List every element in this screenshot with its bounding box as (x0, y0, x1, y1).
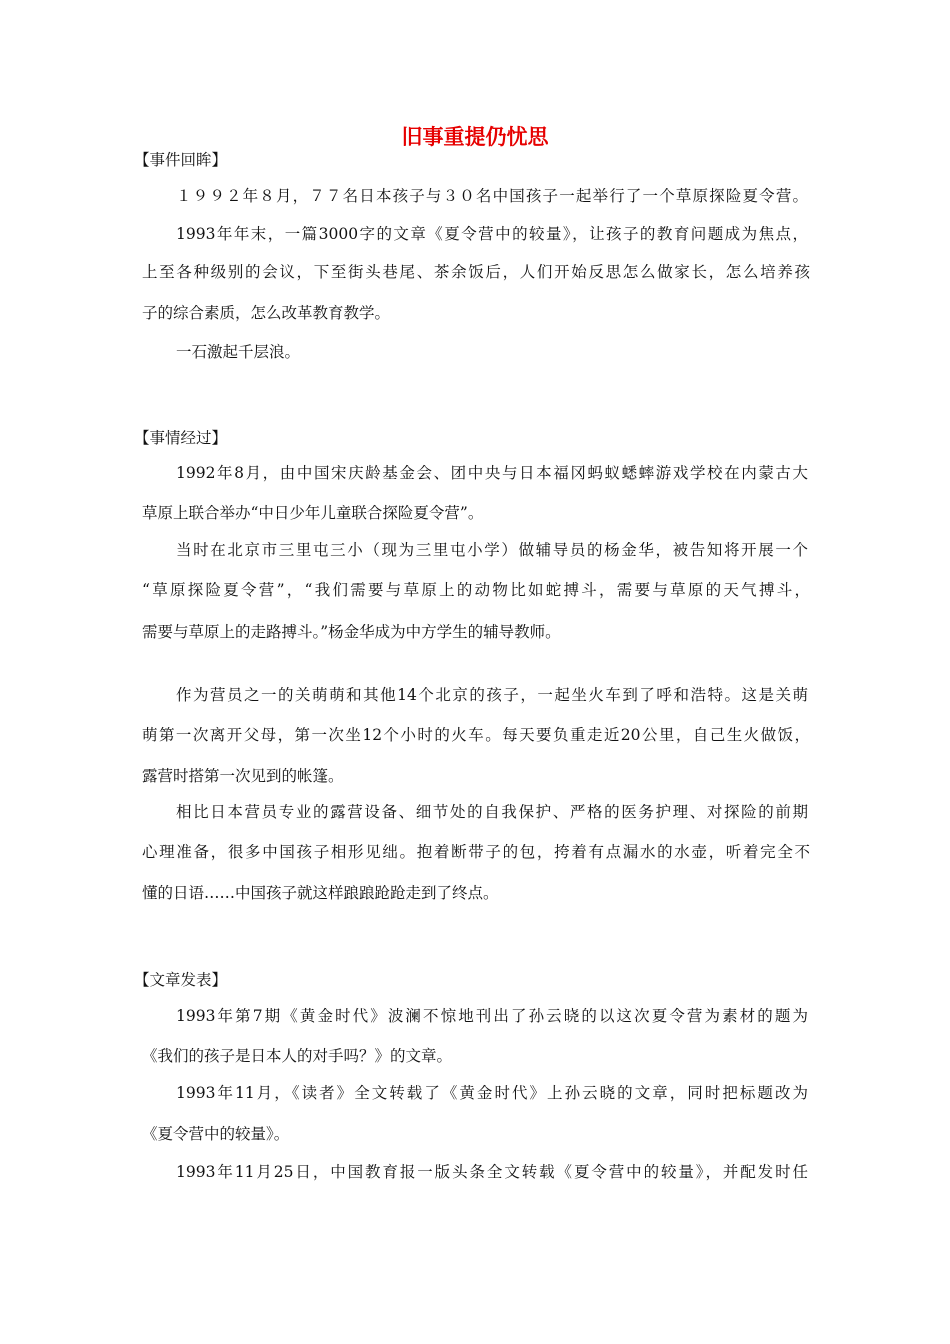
paragraph-line: 《我们的孩子是日本人的对手吗？》的文章。 (142, 1047, 453, 1065)
paragraph-line: 《夏令营中的较量》。 (142, 1125, 290, 1143)
paragraph-line: 露营时搭第一次见到的帐篷。 (142, 767, 344, 785)
paragraph-line: 萌第一次离开父母，第一次坐12个小时的火车。每天要负重走近20公里，自己生火做饭， (142, 726, 810, 744)
paragraph-line: 1993年年末，一篇3000字的文章《夏令营中的较量》，让孩子的教育问题成为焦点， (176, 225, 808, 243)
paragraph-line: 需要与草原上的走路搏斗。”杨金华成为中方学生的辅导教师。 (142, 623, 561, 641)
paragraph-line: 当时在北京市三里屯三小（现为三里屯小学）做辅导员的杨金华，被告知将开展一个 (176, 541, 808, 559)
paragraph-line: 1993年11月，《读者》全文转载了《黄金时代》上孙云晓的文章，同时把标题改为 (176, 1084, 808, 1102)
document-title: 旧事重提仍忧思 (401, 124, 549, 149)
paragraph-line: 草原上联合举办“中日少年儿童联合探险夏令营”。 (142, 504, 484, 522)
paragraph-line: “草原探险夏令营”，“我们需要与草原上的动物比如蛇搏斗，需要与草原的天气搏斗， (142, 581, 810, 599)
section-heading: 【事件回眸】 (134, 151, 228, 169)
paragraph-line: 心理准备，很多中国孩子相形见绌。抱着断带子的包，挎着有点漏水的水壶，听着完全不 (142, 843, 810, 861)
paragraph-line: 1992年8月，由中国宋庆龄基金会、团中央与日本福冈蚂蚁蟋蟀游戏学校在内蒙古大 (176, 464, 808, 482)
section-heading: 【文章发表】 (134, 971, 228, 989)
paragraph-line: 懂的日语……中国孩子就这样踉踉跄跄走到了终点。 (142, 884, 499, 902)
section-heading: 【事情经过】 (134, 429, 228, 447)
paragraph-line: 作为营员之一的关萌萌和其他14个北京的孩子，一起坐火车到了呼和浩特。这是关萌 (176, 686, 808, 704)
paragraph-line: 相比日本营员专业的露营设备、细节处的自我保护、严格的医务护理、对探险的前期 (176, 803, 808, 821)
paragraph-line: 上至各种级别的会议，下至街头巷尾、茶余饭后，人们开始反思怎么做家长，怎么培养孩 (142, 263, 810, 281)
paragraph-line: 子的综合素质，怎么改革教育教学。 (142, 304, 391, 322)
paragraph-line: 一石激起千层浪。 (176, 343, 301, 361)
paragraph-line: １９９２年８月，７７名日本孩子与３０名中国孩子一起举行了一个草原探险夏令营。 (176, 187, 808, 205)
paragraph-line: 1993年第7期《黄金时代》波澜不惊地刊出了孙云晓的以这次夏令营为素材的题为 (176, 1007, 808, 1025)
paragraph-line: 1993年11月25日，中国教育报一版头条全文转载《夏令营中的较量》，并配发时任 (176, 1163, 808, 1181)
